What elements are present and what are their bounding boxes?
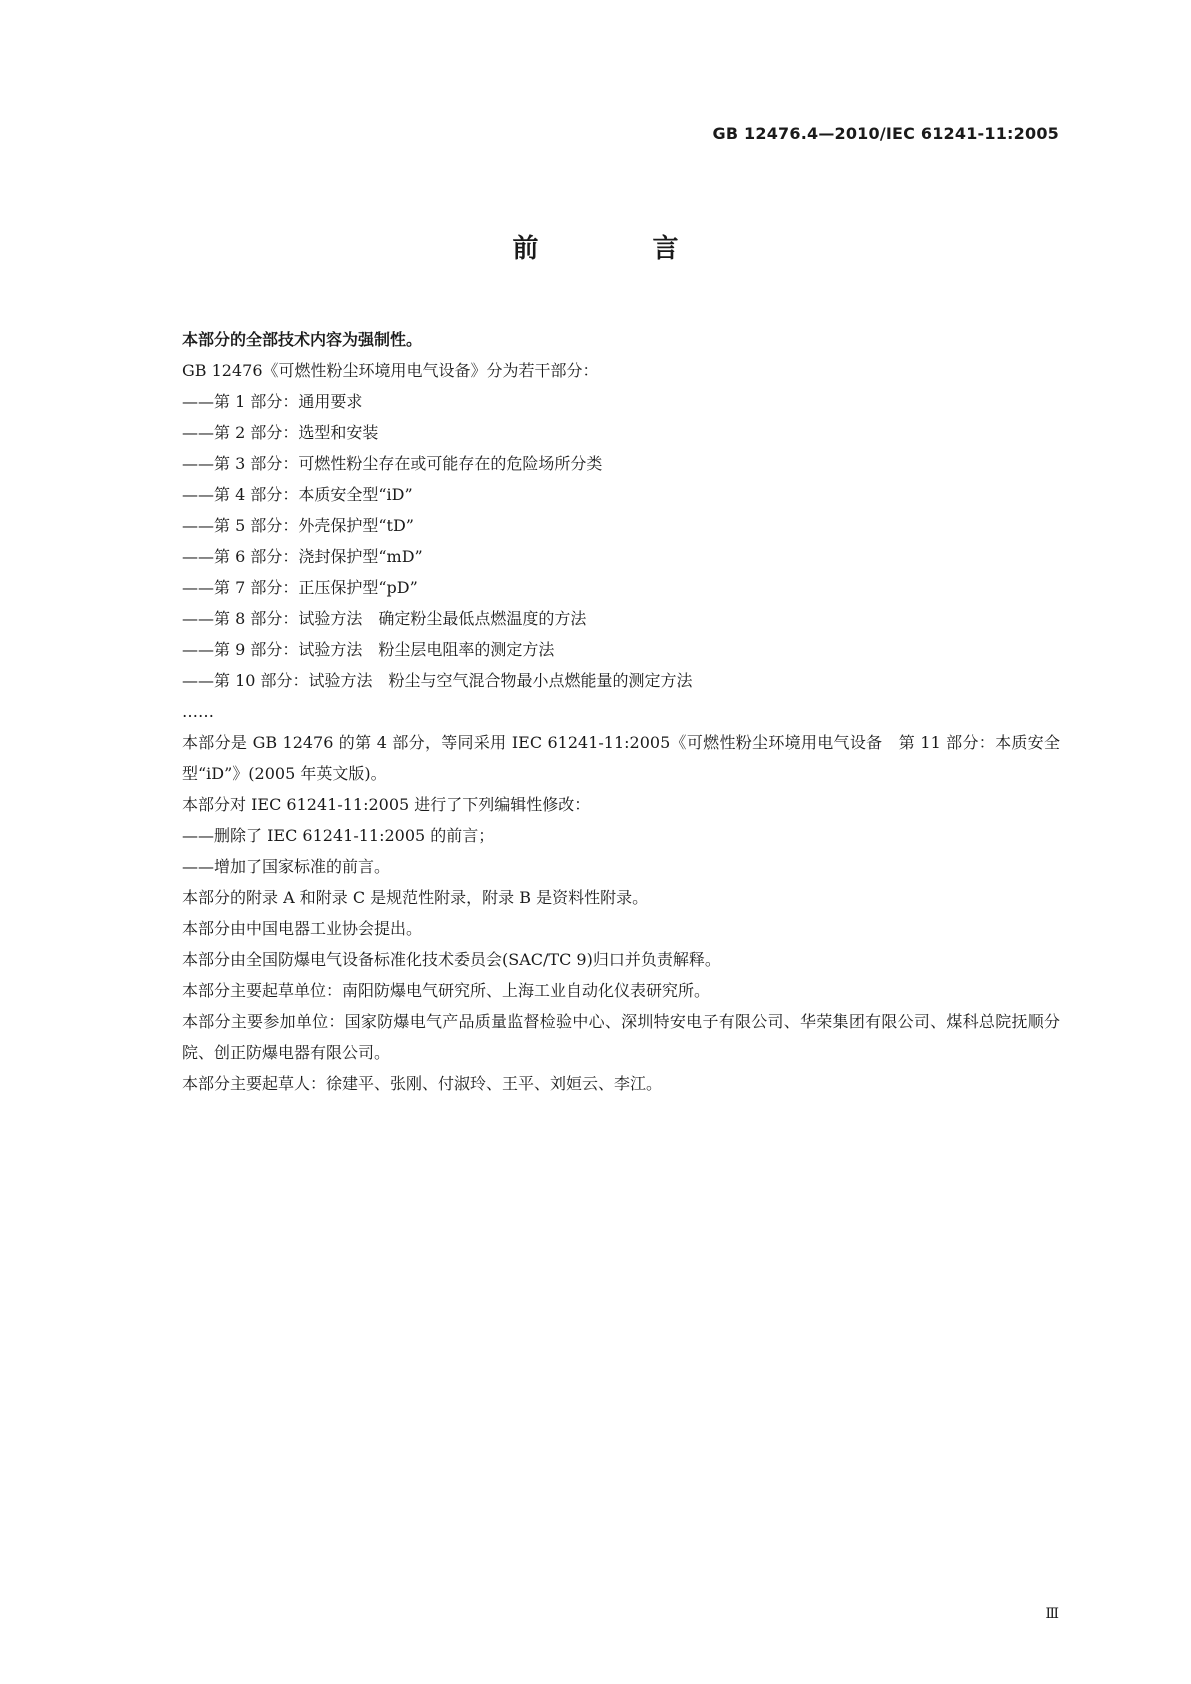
equivalence-statement: 本部分是 GB 12476 的第 4 部分，等同采用 IEC 61241-11:2005《可燃性粉尘环境用电气设备 第 11 部分：本质安全型“iD”》(2005 年英文版)。 xyxy=(182,733,1060,783)
part-item: ——第 2 部分：选型和安装 xyxy=(182,423,379,442)
series-intro: GB 12476《可燃性粉尘环境用电气设备》分为若干部分： xyxy=(182,361,599,380)
edit-item: ——增加了国家标准的前言。 xyxy=(182,857,391,876)
participating-units-statement: 本部分主要参加单位：国家防爆电气产品质量监督检验中心、深圳特安电子有限公司、华荣集团有限公司、煤科总院抚顺分院、创正防爆电器有限公司。 xyxy=(182,1012,1060,1062)
edit-item: ——删除了 IEC 61241-11:2005 的前言； xyxy=(182,826,495,845)
part-item: ——第 1 部分：通用要求 xyxy=(182,392,363,411)
page-number: Ⅲ xyxy=(1045,1606,1059,1622)
part-item: ——第 6 部分：浇封保护型“mD” xyxy=(182,547,423,566)
part-item: ——第 3 部分：可燃性粉尘存在或可能存在的危险场所分类 xyxy=(182,454,603,473)
part-item: ——第 7 部分：正压保护型“pD” xyxy=(182,578,418,597)
page-title: 前 言 xyxy=(512,234,723,264)
part-item: ——第 8 部分：试验方法 确定粉尘最低点燃温度的方法 xyxy=(182,609,587,628)
part-item: ——第 10 部分：试验方法 粉尘与空气混合物最小点燃能量的测定方法 xyxy=(182,671,693,690)
drafters-statement: 本部分主要起草人：徐建平、张刚、付淑玲、王平、刘姮云、李江。 xyxy=(182,1074,663,1093)
mandatory-statement: 本部分的全部技术内容为强制性。 xyxy=(182,330,423,349)
annexes-statement: 本部分的附录 A 和附录 C 是规范性附录，附录 B 是资料性附录。 xyxy=(182,888,649,907)
part-item: ——第 9 部分：试验方法 粉尘层电阻率的测定方法 xyxy=(182,640,555,659)
proposed-by-statement: 本部分由中国电器工业协会提出。 xyxy=(182,919,423,938)
foreword-body xyxy=(150,324,1060,1099)
part-item: ——第 4 部分：本质安全型“iD” xyxy=(182,485,413,504)
standard-code-header: GB 12476.4—2010/IEC 61241-11:2005 xyxy=(712,124,1059,143)
edits-intro: 本部分对 IEC 61241-11:2005 进行了下列编辑性修改： xyxy=(182,795,591,814)
drafting-units-statement: 本部分主要起草单位：南阳防爆电气研究所、上海工业自动化仪表研究所。 xyxy=(182,981,711,1000)
part-item: ——第 5 部分：外壳保护型“tD” xyxy=(182,516,414,535)
parts-ellipsis: …… xyxy=(182,702,214,721)
centralized-by-statement: 本部分由全国防爆电气设备标准化技术委员会(SAC/TC 9)归口并负责解释。 xyxy=(182,950,721,969)
